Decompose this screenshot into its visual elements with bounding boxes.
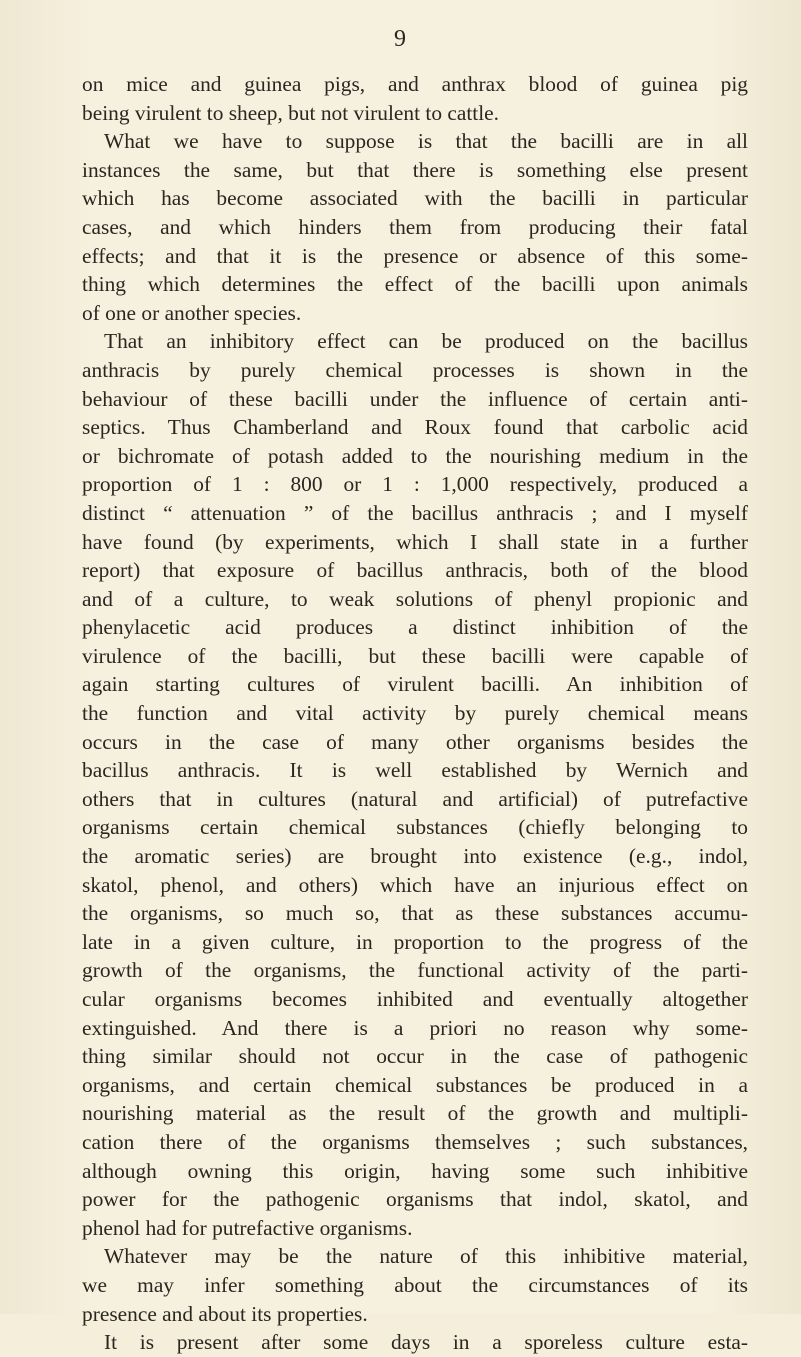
text-line: we may infer something about the circumstances of its — [82, 1272, 748, 1297]
text-line: Whatever may be the nature of this inhibitive material, — [104, 1244, 748, 1269]
text-line: What we have to suppose is that the bacilli are in all — [104, 129, 748, 154]
text-line: of one or another species. — [82, 300, 302, 325]
text-line: again starting cultures of virulent bacilli. An inhibition of — [82, 672, 748, 697]
text-line: phenol had for putrefactive organisms. — [82, 1215, 413, 1240]
text-line: cular organisms becomes inhibited and eventually altogether — [82, 987, 748, 1011]
text-line: That an inhibitory effect can be produced on the bacillus — [104, 329, 748, 354]
body-text — [82, 70, 748, 1357]
text-line: proportion of 1 : 800 or 1 : 1,000 respectively, produced a — [82, 472, 748, 497]
text-line: It is present after some days in a sporeless culture esta- — [104, 1330, 748, 1355]
text-line: organisms, and certain chemical substances be produced in a — [82, 1072, 748, 1097]
text-line: virulence of the bacilli, but these bacilli were capable of — [82, 643, 748, 668]
text-line: presence and about its properties. — [82, 1301, 368, 1326]
text-line: the function and vital activity by purely chemical means — [82, 701, 748, 726]
text-line: extinguished. And there is a priori no reason why some- — [82, 1015, 748, 1040]
text-line: on mice and guinea pigs, and anthrax blood of guinea pig — [82, 72, 748, 96]
text-line: power for the pathogenic organisms that indol, skatol, and — [82, 1187, 748, 1212]
text-line: growth of the organisms, the functional activity of the parti- — [82, 958, 748, 983]
text-line: cases, and which hinders them from producing their fatal — [82, 214, 748, 239]
text-line: have found (by experiments, which I shall state in a further — [82, 529, 748, 554]
text-line: occurs in the case of many other organisms besides the — [82, 729, 748, 754]
text-line: anthracis by purely chemical processes is shown in the — [82, 357, 748, 382]
text-line: organisms certain chemical substances (chiefly belonging to — [82, 815, 748, 840]
text-line: behaviour of these bacilli under the influence of certain anti- — [82, 386, 748, 411]
text-line: septics. Thus Chamberland and Roux found that carbolic acid — [82, 415, 748, 440]
text-line: instances the same, but that there is something else present — [82, 157, 748, 182]
text-line: cation there of the organisms themselves ; such substances, — [82, 1129, 748, 1154]
text-line: being virulent to sheep, but not virulent to cattle. — [82, 100, 500, 125]
text-line: skatol, phenol, and others) which have an injurious effect on — [82, 872, 748, 897]
text-line: thing which determines the effect of the bacilli upon animals — [82, 272, 748, 297]
text-line: report) that exposure of bacillus anthracis, both of the blood — [82, 558, 748, 583]
text-line: thing similar should not occur in the case of pathogenic — [82, 1044, 748, 1069]
text-line: late in a given culture, in proportion to the progress of the — [82, 929, 748, 954]
text-line: and of a culture, to weak solutions of phenyl propionic and — [82, 586, 748, 611]
text-line: nourishing material as the result of the growth and multipli- — [82, 1101, 748, 1126]
text-line: which has become associated with the bacilli in particular — [82, 186, 748, 211]
text-line: bacillus anthracis. It is well established by Wernich and — [82, 758, 748, 783]
text-line: or bichromate of potash added to the nourishing medium in the — [82, 443, 748, 468]
text-line: phenylacetic acid produces a distinct inhibition of the — [82, 615, 748, 640]
page-number: 9 — [394, 26, 407, 52]
text-line: effects; and that it is the presence or absence of this some- — [82, 243, 748, 268]
text-line: although owning this origin, having some such inhibitive — [82, 1158, 748, 1183]
text-line: distinct “ attenuation ” of the bacillus anthracis ; and I myself — [82, 500, 748, 525]
text-line: others that in cultures (natural and artificial) of putrefactive — [82, 786, 748, 811]
text-line: the organisms, so much so, that as these substances accumu- — [82, 901, 748, 926]
text-line: the aromatic series) are brought into existence (e.g., indol, — [82, 844, 748, 869]
